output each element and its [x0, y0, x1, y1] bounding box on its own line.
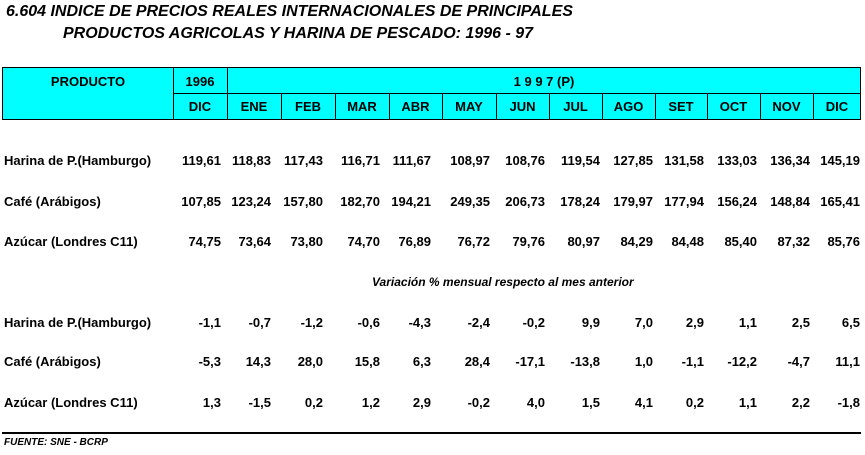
header-producto: PRODUCTO	[50, 73, 126, 89]
table-cell: -1,1	[681, 354, 704, 369]
table-cell: 15,8	[354, 354, 380, 369]
table-cell: 194,21	[391, 194, 431, 209]
header-month: MAR	[347, 99, 377, 114]
bottom-divider	[2, 432, 861, 434]
table-cell: -2,4	[467, 315, 490, 330]
table-cell: 6,3	[412, 354, 431, 369]
table-cell: 80,97	[567, 234, 600, 249]
header-month: AGO	[613, 99, 644, 114]
table-cell: 178,24	[560, 194, 600, 209]
variation-subtitle: Variación % mensual respecto al mes anterior	[372, 275, 634, 289]
table-cell: 2,2	[791, 395, 810, 410]
product-label: Harina de P.(Hamburgo)	[4, 315, 152, 330]
table-title-line1: 6.604 INDICE DE PRECIOS REALES INTERNACIONALES DE PRINCIPALES	[6, 3, 573, 20]
table-cell: 85,40	[724, 234, 757, 249]
table-cell: 116,71	[340, 153, 380, 168]
table-cell: -0,2	[467, 395, 490, 410]
table-cell: 136,34	[770, 153, 810, 168]
table-cell: 4,1	[634, 395, 653, 410]
header-month: ENE	[240, 99, 268, 114]
table-cell: 28,0	[297, 354, 323, 369]
table-cell: 2,9	[685, 315, 704, 330]
table-cell: 123,24	[231, 194, 271, 209]
product-label: Azúcar (Londres C11)	[4, 395, 138, 410]
table-row	[0, 151, 865, 171]
table-row	[0, 232, 865, 252]
table-row	[0, 352, 865, 372]
table-row	[0, 393, 865, 413]
header-month: JUN	[509, 99, 536, 114]
table-cell: 119,54	[560, 153, 600, 168]
table-cell: 85,76	[827, 234, 860, 249]
table-cell: -5,3	[198, 354, 221, 369]
table-cell: 73,64	[238, 234, 271, 249]
table-title-line2: PRODUCTOS AGRICOLAS Y HARINA DE PESCADO: 1996 - 97	[63, 25, 534, 42]
table-cell: -13,8	[570, 354, 600, 369]
table-cell: 156,24	[717, 194, 757, 209]
table-cell: 28,4	[464, 354, 490, 369]
table-cell: 0,2	[685, 395, 704, 410]
header-month: JUL	[563, 99, 588, 114]
table-cell: 133,03	[717, 153, 757, 168]
header-month: FEB	[295, 99, 321, 114]
source-note: FUENTE: SNE - BCRP	[4, 437, 108, 448]
table-cell: 1,2	[361, 395, 380, 410]
table-row	[0, 192, 865, 212]
table-cell: 165,41	[820, 194, 860, 209]
table-cell: 84,29	[620, 234, 653, 249]
table-cell: 87,32	[777, 234, 810, 249]
table-cell: 118,83	[231, 153, 271, 168]
header-month: DIC	[825, 99, 849, 114]
table-cell: 1,3	[202, 395, 221, 410]
table-cell: 2,9	[412, 395, 431, 410]
table-cell: 119,61	[181, 153, 221, 168]
header-month: NOV	[772, 99, 801, 114]
table-cell: 206,73	[505, 194, 545, 209]
table-cell: -1,1	[198, 315, 221, 330]
table-cell: 108,97	[450, 153, 490, 168]
table-cell: 76,72	[457, 234, 490, 249]
table-cell: 84,48	[671, 234, 704, 249]
product-label: Café (Arábigos)	[4, 354, 101, 369]
table-cell: 2,5	[791, 315, 810, 330]
table-cell: 117,43	[283, 153, 323, 168]
table-cell: 157,80	[283, 194, 323, 209]
table-cell: 179,97	[613, 194, 653, 209]
table-cell: 73,80	[290, 234, 323, 249]
table-cell: 7,0	[634, 315, 653, 330]
table-cell: 249,35	[450, 194, 490, 209]
table-cell: 108,76	[505, 153, 545, 168]
product-label: Harina de P.(Hamburgo)	[4, 153, 152, 168]
table-cell: 9,9	[581, 315, 600, 330]
table-cell: -1,8	[837, 395, 860, 410]
table-cell: 177,94	[664, 194, 704, 209]
table-cell: -17,1	[515, 354, 545, 369]
table-cell: -4,3	[408, 315, 431, 330]
table-cell: 107,85	[181, 194, 221, 209]
table-cell: -4,7	[787, 354, 810, 369]
product-label: Azúcar (Londres C11)	[4, 234, 138, 249]
table-cell: -12,2	[727, 354, 757, 369]
table-cell: 131,58	[664, 153, 704, 168]
table-cell: 145,19	[820, 153, 860, 168]
table-cell: -1,5	[248, 395, 271, 410]
table-cell: 1,1	[738, 395, 757, 410]
table-cell: 127,85	[613, 153, 653, 168]
header-month: DIC	[188, 99, 212, 114]
table-cell: -0,2	[522, 315, 545, 330]
table-cell: 148,84	[770, 194, 810, 209]
product-label: Café (Arábigos)	[4, 194, 101, 209]
table-cell: 76,89	[398, 234, 431, 249]
table-header	[2, 67, 861, 120]
header-month: OCT	[719, 99, 748, 114]
table-cell: 1,1	[738, 315, 757, 330]
table-cell: 0,2	[304, 395, 323, 410]
table-cell: 111,67	[392, 153, 431, 168]
header-year-1997: 1 9 9 7 (P)	[513, 73, 575, 89]
table-cell: 74,75	[188, 234, 221, 249]
header-month: SET	[668, 99, 694, 114]
table-cell: -0,7	[248, 315, 271, 330]
table-cell: 1,0	[634, 354, 653, 369]
table-cell: -1,2	[300, 315, 323, 330]
table-cell: 1,5	[581, 395, 600, 410]
table-row	[0, 313, 865, 333]
table-cell: 6,5	[841, 315, 860, 330]
table-cell: 11,1	[835, 354, 860, 369]
table-cell: 4,0	[526, 395, 545, 410]
header-month: MAY	[455, 99, 483, 114]
table-cell: 79,76	[512, 234, 545, 249]
table-cell: 182,70	[340, 194, 380, 209]
table-cell: 14,3	[245, 354, 271, 369]
table-cell: -0,6	[357, 315, 380, 330]
table-cell: 74,70	[347, 234, 380, 249]
header-year-1996: 1996	[185, 73, 215, 89]
header-month: ABR	[401, 99, 430, 114]
